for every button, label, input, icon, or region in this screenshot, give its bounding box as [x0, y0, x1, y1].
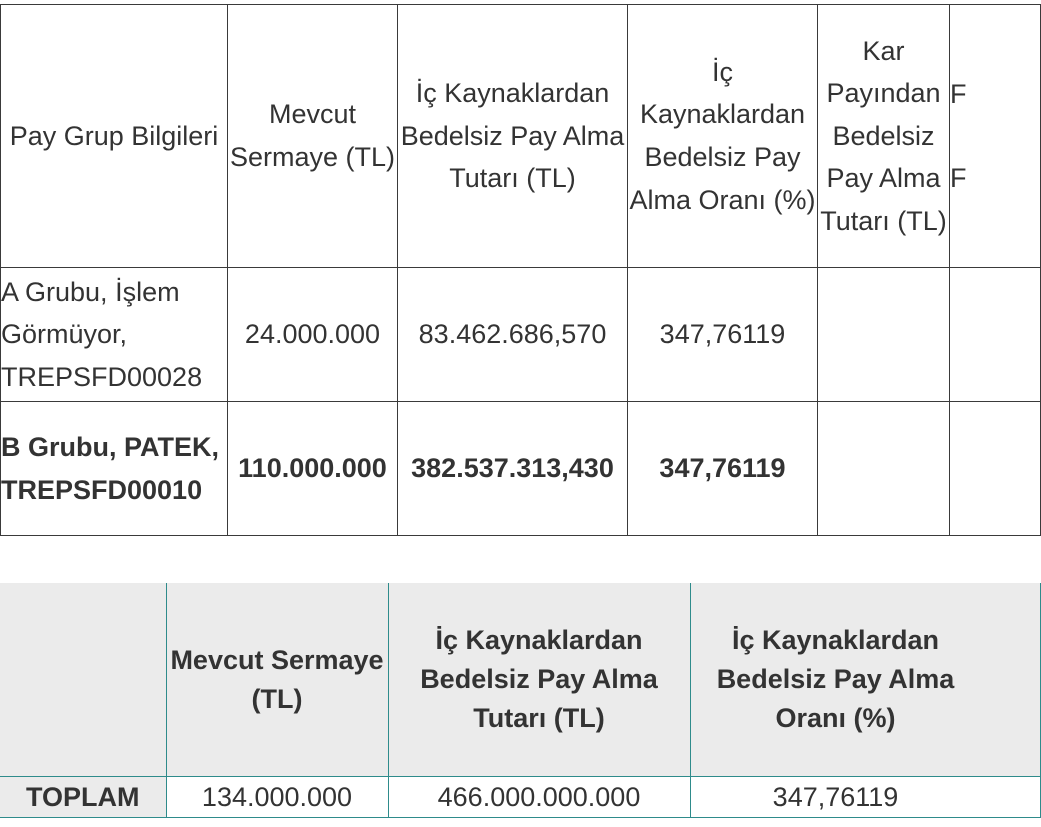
capital-cell: 24.000.000: [228, 268, 398, 402]
dividend-amount-cell: [818, 268, 950, 402]
capital-cell: 110.000.000: [228, 402, 398, 536]
group-name-cell: B Grubu, PATEK, TREPSFD00010: [1, 402, 228, 536]
table2-header-row: [0, 583, 1040, 777]
dividend-amount-cell: [818, 402, 950, 536]
header-kar-payi-tutar: Kar Payından Bedelsiz Pay Alma Tutarı (TL): [818, 5, 950, 268]
table1-header-row: [1, 5, 1041, 268]
header-mevcut-sermaye: Mevcut Sermaye (TL): [228, 5, 398, 268]
clipped-cell: [950, 268, 1041, 402]
header-ic-kaynak-oran: [690, 583, 1040, 777]
header-ic-kaynak-oran: İç Kaynaklardan Bedelsiz Pay Alma Oranı (%): [628, 5, 818, 268]
internal-rate-cell: 347,76119: [628, 268, 818, 402]
group-name-cell: A Grubu, İşlem Görmüyor, TREPSFD00028: [1, 268, 228, 402]
header-mevcut-sermaye: Mevcut Sermaye (TL): [166, 583, 388, 777]
header-ic-kaynak-tutar: İç Kaynaklardan Bedelsiz Pay Alma Tutarı (TL): [388, 583, 690, 777]
header-pay-grup: Pay Grup Bilgileri: [1, 5, 228, 268]
header-ic-kaynak-oran-text: İç Kaynaklardan Bedelsiz Pay Alma Oranı (%): [716, 625, 955, 733]
header-clipped-text: F F: [950, 79, 967, 193]
header-ic-kaynak-tutar: İç Kaynaklardan Bedelsiz Pay Alma Tutarı (TL): [398, 5, 628, 268]
total-label: TOPLAM: [0, 777, 166, 818]
internal-rate-cell: 347,76119: [628, 402, 818, 536]
internal-amount-cell: 83.462.686,570: [398, 268, 628, 402]
total-internal-rate-text: 347,76119: [772, 781, 899, 812]
total-capital: 134.000.000: [166, 777, 388, 818]
header-clipped: [950, 5, 1041, 268]
table-row: [1, 402, 1041, 536]
capital-increase-group-table: [0, 4, 1041, 536]
total-table: [0, 583, 1041, 818]
table-row: [1, 268, 1041, 402]
total-internal-rate: [690, 777, 1040, 818]
total-internal-amount: 466.000.000.000: [388, 777, 690, 818]
internal-amount-cell: 382.537.313,430: [398, 402, 628, 536]
total-row: [0, 777, 1040, 818]
header-empty: [0, 583, 166, 777]
clipped-cell: [950, 402, 1041, 536]
